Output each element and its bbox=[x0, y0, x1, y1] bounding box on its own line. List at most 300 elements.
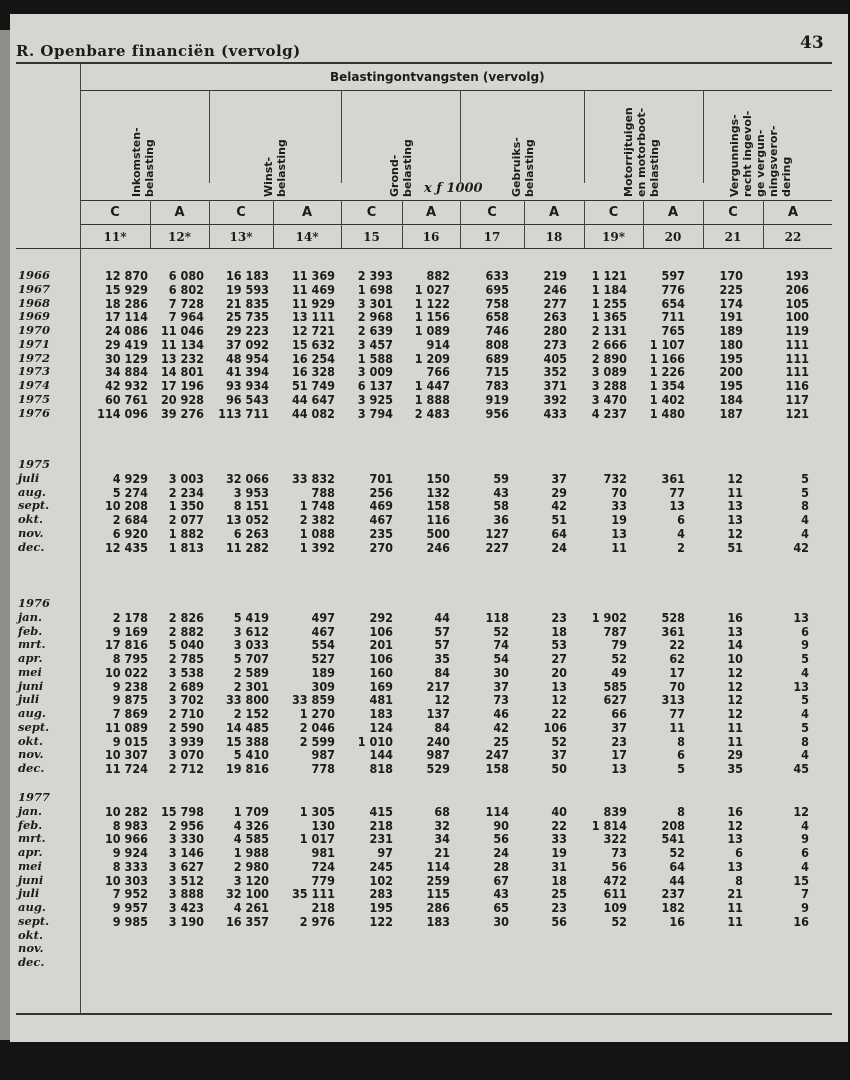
table-cell: 56 bbox=[611, 858, 627, 874]
table-cell: 361 bbox=[661, 623, 685, 639]
header-bottom-rule bbox=[16, 248, 832, 249]
table-cell: 732 bbox=[603, 470, 627, 486]
table-cell: 467 bbox=[369, 512, 393, 527]
table-cell: 44 bbox=[669, 872, 685, 888]
table-cell: 13 bbox=[551, 678, 567, 694]
table-cell bbox=[204, 597, 269, 611]
table-cell: 100 bbox=[785, 309, 809, 325]
table-cell: 21 835 bbox=[225, 295, 269, 311]
table-cell: 5 410 bbox=[233, 747, 269, 763]
table-cell: 2 639 bbox=[357, 323, 393, 338]
table-cell bbox=[685, 458, 743, 472]
table-cell: 4 bbox=[801, 512, 809, 527]
table-cell: 882 bbox=[426, 268, 450, 283]
table-cell: 237 bbox=[661, 886, 685, 902]
table-cell: 724 bbox=[311, 858, 335, 874]
ca-label: A bbox=[301, 205, 313, 220]
table-cell: 42 932 bbox=[104, 378, 148, 393]
row-label: jan. bbox=[18, 609, 42, 624]
table-cell: 3 794 bbox=[357, 405, 393, 421]
ca-rule-mid bbox=[80, 224, 832, 225]
top-rule bbox=[16, 62, 832, 64]
table-cell: 23 bbox=[611, 733, 627, 749]
table-cell: 191 bbox=[719, 309, 743, 325]
table-cell: 6 802 bbox=[168, 281, 204, 297]
table-cell: 2 968 bbox=[357, 309, 393, 325]
table-cell: 13 052 bbox=[225, 512, 269, 527]
table-cell: 956 bbox=[485, 405, 509, 421]
table-cell: 144 bbox=[369, 747, 393, 763]
table-row bbox=[80, 680, 809, 694]
table-cell: 280 bbox=[543, 323, 567, 338]
table-cell: 25 bbox=[551, 886, 567, 902]
table-cell: 53 bbox=[551, 637, 567, 653]
table-cell: 12 435 bbox=[104, 539, 148, 555]
row-label: apr. bbox=[18, 651, 43, 665]
table-cell: 24 bbox=[493, 845, 509, 860]
table-cell bbox=[148, 942, 204, 956]
table-cell: 127 bbox=[485, 525, 509, 541]
table-cell: 44 bbox=[434, 609, 450, 625]
table-cell: 3 190 bbox=[168, 913, 204, 929]
table-cell: 16 183 bbox=[225, 268, 269, 283]
table-cell: 13 bbox=[727, 623, 743, 639]
table-row bbox=[80, 352, 809, 366]
table-cell: 231 bbox=[369, 831, 393, 847]
section-labels bbox=[18, 458, 50, 554]
table-cell bbox=[743, 458, 809, 472]
table-cell: 10 282 bbox=[104, 803, 148, 819]
table-cell: 766 bbox=[426, 364, 450, 380]
table-cell: 352 bbox=[543, 364, 567, 380]
table-cell: 193 bbox=[785, 268, 809, 283]
table-cell: 19 bbox=[611, 512, 627, 527]
table-cell: 5 bbox=[677, 761, 685, 776]
table-cell: 19 593 bbox=[225, 281, 269, 297]
table-cell: 1 988 bbox=[233, 845, 269, 860]
pair-rule-1 bbox=[209, 90, 210, 183]
table-cell: 1 814 bbox=[591, 817, 627, 833]
table-cell: 130 bbox=[311, 817, 335, 833]
table-row bbox=[80, 721, 809, 735]
table-cell: 57 bbox=[434, 637, 450, 653]
table-cell: 776 bbox=[661, 281, 685, 297]
table-cell: 56 bbox=[493, 831, 509, 847]
table-cell: 11 bbox=[611, 539, 627, 555]
table-cell: 3 423 bbox=[168, 900, 204, 915]
table-cell: 8 bbox=[677, 733, 685, 749]
row-label: mei bbox=[18, 664, 42, 679]
table-row bbox=[80, 486, 809, 500]
table-cell: 16 bbox=[793, 913, 809, 929]
table-cell: 111 bbox=[785, 350, 809, 366]
table-cell: 6 263 bbox=[233, 525, 269, 541]
table-row bbox=[80, 735, 809, 749]
table-row bbox=[80, 846, 809, 860]
table-cell: 105 bbox=[785, 295, 809, 311]
row-label: apr. bbox=[18, 845, 43, 859]
table-cell: 29 bbox=[551, 484, 567, 500]
table-cell: 12 bbox=[727, 706, 743, 721]
table-cell: 58 bbox=[493, 498, 509, 514]
table-cell: 15 388 bbox=[225, 733, 269, 749]
row-label: 1970 bbox=[18, 323, 51, 337]
data-table bbox=[80, 458, 809, 554]
table-cell: 10 966 bbox=[104, 831, 148, 847]
table-cell: 415 bbox=[369, 803, 393, 819]
table-cell: 654 bbox=[661, 295, 685, 311]
table-cell: 1 392 bbox=[299, 539, 335, 555]
row-label: juli bbox=[18, 470, 40, 485]
table-cell: 4 237 bbox=[591, 405, 627, 421]
table-cell: 3 009 bbox=[357, 364, 393, 380]
table-cell bbox=[509, 458, 567, 472]
table-row bbox=[80, 269, 809, 283]
table-cell bbox=[567, 791, 627, 805]
table-cell: 8 bbox=[801, 498, 809, 514]
table-cell: 9 985 bbox=[112, 913, 148, 929]
table-cell: 24 bbox=[551, 539, 567, 555]
ca-label: A bbox=[667, 205, 679, 220]
table-cell: 2 826 bbox=[168, 609, 204, 625]
table-cell: 585 bbox=[603, 678, 627, 694]
group-rule bbox=[80, 90, 832, 91]
table-cell: 1 350 bbox=[168, 498, 204, 514]
ca-label: A bbox=[548, 205, 560, 220]
table-cell: 1 698 bbox=[357, 281, 393, 297]
table-cell: 283 bbox=[369, 886, 393, 902]
table-cell: 195 bbox=[719, 378, 743, 393]
table-cell: 12 bbox=[551, 692, 567, 708]
table-cell: 469 bbox=[369, 498, 393, 514]
row-label: nov. bbox=[18, 525, 44, 540]
table-cell: 4 bbox=[801, 664, 809, 680]
table-cell: 3 538 bbox=[168, 664, 204, 680]
table-cell: 711 bbox=[661, 309, 685, 325]
table-cell: 180 bbox=[719, 336, 743, 352]
table-cell: 111 bbox=[785, 364, 809, 380]
table-cell: 195 bbox=[369, 900, 393, 915]
table-cell: 658 bbox=[485, 309, 509, 325]
table-cell: 6 137 bbox=[357, 378, 393, 393]
table-cell: 25 bbox=[493, 733, 509, 749]
section-labels bbox=[18, 269, 50, 420]
table-cell: 7 728 bbox=[168, 295, 204, 311]
table-cell: 12 bbox=[727, 470, 743, 486]
table-row bbox=[80, 942, 809, 956]
table-cell: 9 169 bbox=[112, 623, 148, 639]
row-label: jan. bbox=[18, 803, 42, 818]
table-cell: 96 543 bbox=[225, 391, 269, 407]
table-cell: 783 bbox=[485, 378, 509, 393]
row-label: 1975 bbox=[18, 391, 51, 406]
table-cell: 13 bbox=[727, 831, 743, 847]
table-cell: 13 bbox=[727, 498, 743, 514]
table-cell: 4 929 bbox=[112, 470, 148, 486]
table-cell bbox=[627, 458, 685, 472]
table-cell: 3 612 bbox=[233, 623, 269, 639]
table-cell: 116 bbox=[426, 512, 450, 527]
pair-rule-5 bbox=[703, 90, 704, 183]
column-name-vergunningsrecht: Vergunnings- recht ingevol- ge vergun- ningsveror- dering bbox=[728, 110, 793, 197]
table-cell: 218 bbox=[369, 817, 393, 833]
table-cell: 1 209 bbox=[414, 350, 450, 366]
table-cell bbox=[627, 791, 685, 805]
pair-rule-3 bbox=[460, 90, 461, 183]
section-labels bbox=[18, 597, 50, 776]
column-name-inkomstenbelasting: Inkomsten- belasting bbox=[130, 127, 156, 197]
table-cell: 115 bbox=[426, 886, 450, 902]
table-cell: 11 282 bbox=[225, 539, 269, 555]
table-cell: 102 bbox=[369, 872, 393, 888]
table-cell: 43 bbox=[493, 886, 509, 902]
table-cell: 7 bbox=[801, 886, 809, 902]
table-cell: 19 816 bbox=[225, 761, 269, 776]
table-cell: 1 017 bbox=[299, 831, 335, 847]
table-cell bbox=[685, 929, 743, 943]
table-cell: 77 bbox=[669, 484, 685, 500]
row-label: mrt. bbox=[18, 637, 46, 652]
table-cell: 2 301 bbox=[233, 678, 269, 694]
table-row bbox=[80, 707, 809, 721]
table-cell: 3 888 bbox=[168, 886, 204, 902]
table-cell: 263 bbox=[543, 309, 567, 325]
table-cell: 1 107 bbox=[649, 336, 685, 352]
table-cell: 12 bbox=[434, 692, 450, 708]
table-cell: 1 305 bbox=[299, 803, 335, 819]
table-cell: 68 bbox=[434, 803, 450, 819]
table-cell: 3 925 bbox=[357, 391, 393, 407]
table-cell: 2 382 bbox=[299, 512, 335, 527]
unit-label: x ƒ 1000 bbox=[424, 181, 483, 196]
table-cell: 10 208 bbox=[104, 498, 148, 514]
table-cell: 2 483 bbox=[414, 405, 450, 421]
table-cell: 8 333 bbox=[112, 858, 148, 874]
table-cell bbox=[509, 791, 567, 805]
table-cell: 246 bbox=[543, 281, 567, 297]
row-label: 1977 bbox=[18, 790, 51, 804]
table-cell: 66 bbox=[611, 706, 627, 721]
table-cell: 37 bbox=[551, 470, 567, 486]
table-cell: 2 684 bbox=[112, 512, 148, 527]
table-cell: 2 712 bbox=[168, 761, 204, 776]
table-cell: 1 354 bbox=[649, 378, 685, 393]
table-cell: 788 bbox=[311, 484, 335, 500]
table-row bbox=[80, 458, 809, 472]
table-cell: 2 882 bbox=[168, 623, 204, 639]
table-cell: 10 307 bbox=[104, 747, 148, 763]
row-label: okt. bbox=[18, 512, 43, 526]
row-label: nov. bbox=[18, 747, 44, 762]
data-table bbox=[80, 597, 809, 776]
table-cell: 611 bbox=[603, 886, 627, 902]
table-cell: 5 707 bbox=[233, 651, 269, 666]
table-cell: 433 bbox=[543, 405, 567, 421]
table-row bbox=[80, 625, 809, 639]
table-cell bbox=[335, 942, 393, 956]
table-cell bbox=[743, 929, 809, 943]
table-cell: 25 735 bbox=[225, 309, 269, 325]
table-cell: 106 bbox=[543, 719, 567, 735]
table-cell: 174 bbox=[719, 295, 743, 311]
table-cell: 21 bbox=[727, 886, 743, 902]
table-cell: 7 964 bbox=[168, 309, 204, 325]
table-cell: 51 bbox=[727, 539, 743, 555]
table-cell: 919 bbox=[485, 391, 509, 407]
table-cell: 217 bbox=[426, 678, 450, 694]
table-cell: 914 bbox=[426, 336, 450, 352]
table-row bbox=[80, 324, 809, 338]
table-cell bbox=[204, 942, 269, 956]
table-cell: 39 276 bbox=[160, 405, 204, 421]
row-label: juli bbox=[18, 692, 40, 707]
table-cell: 158 bbox=[485, 761, 509, 776]
table-cell: 1 480 bbox=[649, 405, 685, 421]
table-cell: 9 bbox=[801, 831, 809, 847]
table-cell: 9 238 bbox=[112, 678, 148, 694]
table-cell: 114 bbox=[485, 803, 509, 819]
table-cell: 245 bbox=[369, 858, 393, 874]
table-cell: 17 196 bbox=[160, 378, 204, 393]
table-cell: 74 bbox=[493, 637, 509, 653]
table-cell bbox=[269, 597, 335, 611]
table-cell: 37 bbox=[551, 747, 567, 763]
table-cell: 35 bbox=[434, 651, 450, 666]
table-cell: 52 bbox=[493, 623, 509, 639]
table-cell: 219 bbox=[543, 268, 567, 283]
row-label: 1975 bbox=[18, 457, 51, 471]
table-cell: 481 bbox=[369, 692, 393, 708]
table-cell: 106 bbox=[369, 623, 393, 639]
table-cell: 34 bbox=[434, 831, 450, 847]
table-cell: 695 bbox=[485, 281, 509, 297]
table-row bbox=[80, 693, 809, 707]
column-number: 14* bbox=[295, 230, 319, 244]
table-cell: 3 702 bbox=[168, 692, 204, 708]
table-cell: 467 bbox=[311, 623, 335, 639]
table-cell bbox=[509, 942, 567, 956]
table-cell: 208 bbox=[661, 817, 685, 833]
table-cell: 5 040 bbox=[168, 637, 204, 653]
table-cell bbox=[269, 791, 335, 805]
table-cell: 2 590 bbox=[168, 719, 204, 735]
table-cell: 273 bbox=[543, 336, 567, 352]
table-cell bbox=[450, 458, 509, 472]
table-cell: 247 bbox=[485, 747, 509, 763]
table-cell: 35 111 bbox=[291, 886, 335, 902]
table-cell: 9 bbox=[801, 637, 809, 653]
table-cell: 9 875 bbox=[112, 692, 148, 708]
table-cell bbox=[743, 791, 809, 805]
table-cell: 13 bbox=[727, 858, 743, 874]
table-cell: 2 589 bbox=[233, 664, 269, 680]
table-cell: 201 bbox=[369, 637, 393, 653]
table-cell: 20 928 bbox=[160, 391, 204, 407]
table-cell: 37 092 bbox=[225, 336, 269, 352]
table-cell: 11 134 bbox=[160, 336, 204, 352]
table-cell bbox=[80, 942, 148, 956]
table-cell: 79 bbox=[611, 637, 627, 653]
table-row bbox=[80, 860, 809, 874]
table-cell: 6 920 bbox=[112, 525, 148, 541]
table-cell: 8 bbox=[801, 733, 809, 749]
table-cell: 313 bbox=[661, 692, 685, 708]
table-row bbox=[80, 652, 809, 666]
table-cell bbox=[335, 597, 393, 611]
table-cell: 1 882 bbox=[168, 525, 204, 541]
row-label: aug. bbox=[18, 484, 46, 499]
table-cell: 839 bbox=[603, 803, 627, 819]
table-cell: 17 bbox=[611, 747, 627, 763]
table-cell: 322 bbox=[603, 831, 627, 847]
table-cell: 64 bbox=[551, 525, 567, 541]
table-cell: 10 303 bbox=[104, 872, 148, 888]
row-label: feb. bbox=[18, 817, 43, 832]
ca-label: A bbox=[174, 205, 185, 220]
column-number: 16 bbox=[422, 230, 440, 244]
table-row bbox=[80, 499, 809, 513]
table-cell: 33 bbox=[611, 498, 627, 514]
table-cell: 195 bbox=[719, 350, 743, 366]
page-number: 43 bbox=[800, 33, 824, 53]
table-cell bbox=[393, 791, 450, 805]
table-cell: 8 bbox=[735, 872, 743, 888]
data-table bbox=[80, 269, 809, 420]
table-cell: 778 bbox=[311, 761, 335, 776]
table-row bbox=[80, 365, 809, 379]
column-number: 19* bbox=[602, 230, 625, 244]
table-cell bbox=[509, 597, 567, 611]
table-row bbox=[80, 407, 809, 421]
row-label: 1969 bbox=[18, 309, 51, 324]
table-cell: 9 bbox=[801, 900, 809, 915]
table-cell: 183 bbox=[426, 913, 450, 929]
table-cell: 56 bbox=[551, 913, 567, 929]
table-cell: 1 365 bbox=[591, 309, 627, 325]
bottom-rule bbox=[16, 1013, 832, 1015]
column-number: 20 bbox=[664, 230, 682, 244]
table-cell: 3 470 bbox=[591, 391, 627, 407]
row-label: okt. bbox=[18, 733, 43, 748]
table-cell: 11 bbox=[727, 719, 743, 735]
table-cell: 33 859 bbox=[291, 692, 335, 708]
table-cell: 981 bbox=[311, 845, 335, 860]
table-cell: 124 bbox=[369, 719, 393, 735]
table-cell: 1 027 bbox=[414, 281, 450, 297]
table-cell: 22 bbox=[551, 817, 567, 833]
table-cell: 1 813 bbox=[168, 539, 204, 555]
row-label: nov. bbox=[18, 941, 44, 956]
table-cell: 30 bbox=[493, 913, 509, 929]
table-cell: 200 bbox=[719, 364, 743, 380]
table-cell: 5 274 bbox=[112, 484, 148, 500]
table-cell: 5 419 bbox=[233, 609, 269, 625]
table-cell: 150 bbox=[426, 470, 450, 486]
table-cell: 189 bbox=[311, 664, 335, 680]
table-cell: 3 033 bbox=[233, 637, 269, 653]
table-cell: 1 166 bbox=[649, 350, 685, 366]
table-cell: 1 402 bbox=[649, 391, 685, 407]
table-cell: 158 bbox=[426, 498, 450, 514]
table-cell: 529 bbox=[426, 761, 450, 776]
column-name-winstbelasting: Winst- belasting bbox=[262, 139, 288, 197]
table-cell: 1 226 bbox=[649, 364, 685, 380]
row-label: juli bbox=[18, 886, 40, 901]
table-cell: 14 bbox=[727, 637, 743, 653]
table-cell: 361 bbox=[661, 470, 685, 486]
table-cell: 117 bbox=[785, 391, 809, 407]
table-cell: 62 bbox=[669, 651, 685, 666]
